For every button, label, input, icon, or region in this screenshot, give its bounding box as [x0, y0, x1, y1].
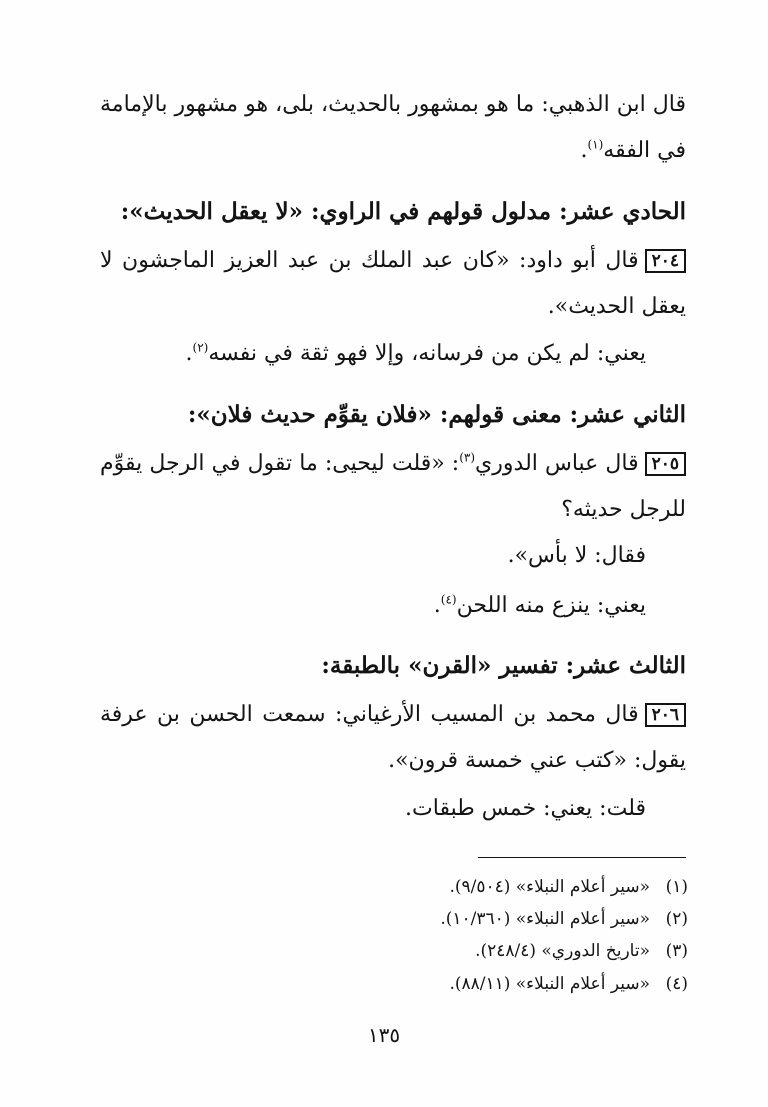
footnote-ref-4: (٤): [440, 592, 457, 607]
entry-205-commentary: يعني: ينزع منه اللحن$^{(٤)}$.: [433, 592, 646, 618]
entry-205-reply: فقال: لا بأس».: [507, 543, 646, 568]
entry-206-commentary: قلت: يعني: خمس طبقات.: [405, 796, 646, 821]
footnote-3: (٣)«تاريخ الدوري» (٢٤٨/٤).: [475, 941, 688, 961]
footnote-divider: [478, 857, 686, 858]
paragraph-dhahabi: قال ابن الذهبي: ما هو بمشهور بالحديث، بلى، هو مشهور بالإمامة في الفقه$^{(١)}$.: [100, 92, 686, 163]
entry-number-206: ٢٠٦: [645, 703, 686, 727]
heading-eleventh: الحادي عشر: مدلول قولهم في الراوي: «لا يعقل الحديث»:: [120, 198, 686, 225]
footnote-ref-1: (١): [587, 137, 604, 152]
heading-thirteenth: الثالث عشر: تفسير «القرن» بالطبقة:: [321, 652, 686, 679]
entry-number-205: ٢٠٥: [645, 452, 686, 476]
entry-204: ٢٠٤قال أبو داود: «كان عبد الملك بن عبد العزيز الماجشون لا يعقل الحديث».: [100, 248, 686, 319]
footnote-4: (٤)«سير أعلام النبلاء» (٨٨/١١).: [449, 974, 688, 994]
footnote-1: (١)«سير أعلام النبلاء» (٩/٥٠٤).: [449, 877, 688, 897]
entry-206: ٢٠٦قال محمد بن المسيب الأرغياني: سمعت الحسن بن عرفة يقول: «كتب عني خمسة قرون».: [100, 702, 686, 773]
footnote-ref-2: (٢): [192, 340, 209, 355]
entry-204-commentary: يعني: لم يكن من فرسانه، وإلا فهو ثقة في نفسه$^{(٢)}$.: [185, 340, 646, 366]
entry-number-204: ٢٠٤: [645, 249, 686, 273]
entry-205: ٢٠٥قال عباس الدوري$^{(٣)}$: «قلت ليحيى: ما تقول في الرجل يقوِّم للرجل حديثه؟: [100, 450, 686, 522]
footnote-2: (٢)«سير أعلام النبلاء» (١٠/٣٦٠).: [440, 909, 688, 929]
page-number: ١٣٥: [367, 1023, 401, 1047]
heading-twelfth: الثاني عشر: معنى قولهم: «فلان يقوِّم حديث فلان»:: [187, 401, 686, 428]
footnote-ref-3: (٣): [459, 450, 476, 465]
